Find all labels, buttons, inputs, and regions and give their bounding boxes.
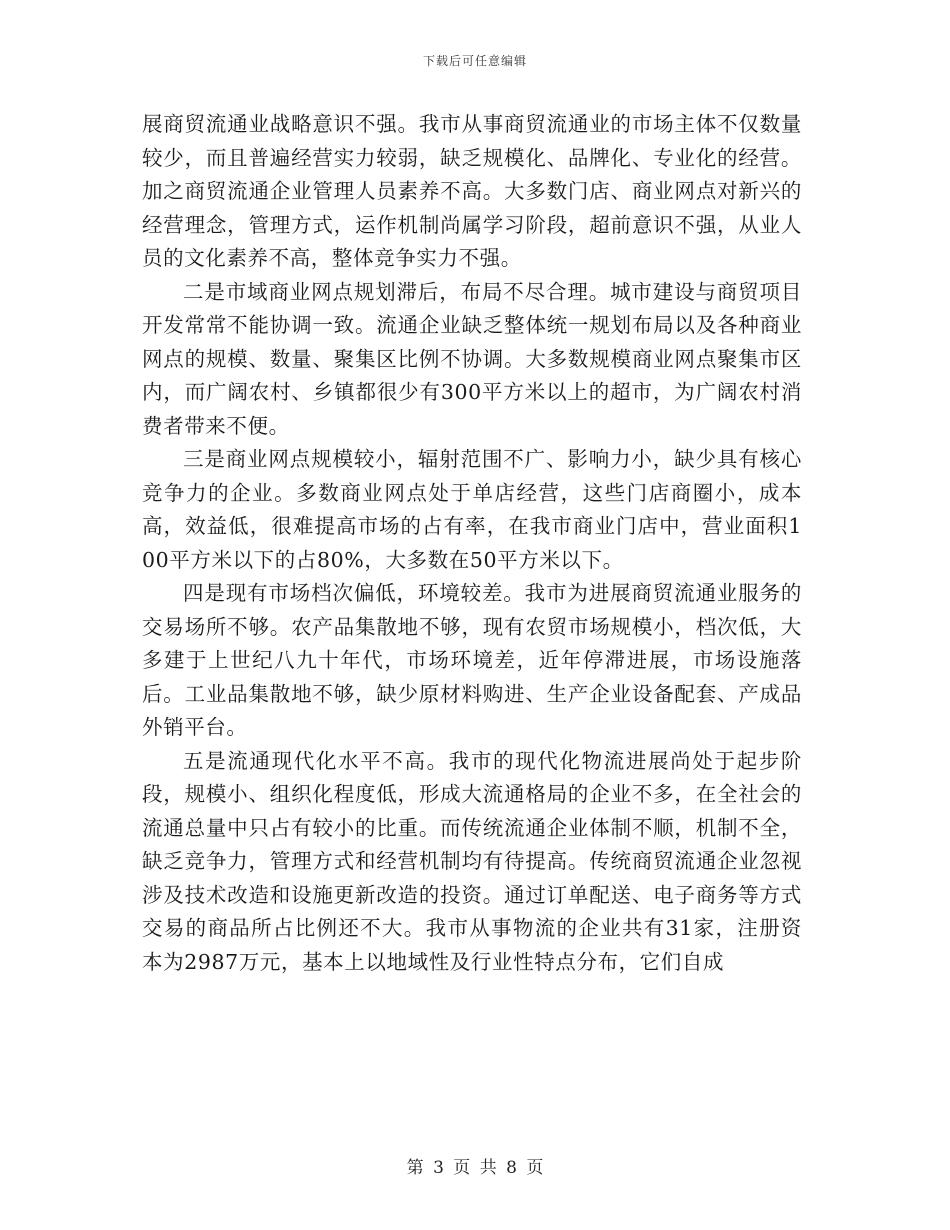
paragraph-1: 展商贸流通业战略意识不强。我市从事商贸流通业的市场主体不仅数量较少，而且普遍经营实力较弱，缺乏规模化、品牌化、专业化的经营。加之商贸流通企业管理人员素养不高。大多数门店、商业网点对新兴的经营理念，管理方式，运作机制尚属学习阶段，超前意识不强，从业人员的文化素养不高，整体竞争实力不强。 — [142, 112, 802, 270]
page-number-footer: 第 3 页 共 8 页 — [406, 1158, 544, 1178]
paragraph-4: 四是现有市场档次偏低，环境较差。我市为进展商贸流通业服务的交易场所不够。农产品集散地不够，现有农贸市场规模小，档次低，大多建于上世纪八九十年代，市场环境差，近年停滞进展，市场设施落后。工业品集散地不够，缺少原材料购进、生产企业设备配套、产成品外销平台。 — [142, 581, 802, 739]
paragraph-5: 五是流通现代化水平不高。我市的现代化物流进展尚处于起步阶段，规模小、组织化程度低，形成大流通格局的企业不多，在全社会的流通总量中只占有较小的比重。而传统流通企业体制不顺，机制不全，缺乏竞争力，管理方式和经营机制均有待提高。传统商贸流通企业忽视涉及技术改造和设施更新改造的投资。通过订单配送、电子商务等方式交易的商品所占比例还不大。我市从事物流的企业共有31家，注册资本为2987万元，基本上以地域性及行业性特点分布，它们自成 — [142, 748, 802, 974]
paragraph-2: 二是市域商业网点规划滞后，布局不尽合理。城市建设与商贸项目开发常常不能协调一致。流通企业缺乏整体统一规划布局以及各种商业网点的规模、数量、聚集区比例不协调。大多数规模商业网点聚集市区内，而广阔农村、乡镇都很少有300平方米以上的超市，为广阔农村消费者带来不便。 — [142, 279, 802, 438]
paragraph-3: 三是商业网点规模较小，辐射范围不广、影响力小，缺少具有核心竞争力的企业。多数商业网点处于单店经营，这些门店商圈小，成本高，效益低，很难提高市场的占有率，在我市商业门店中，营业面积100平方米以下的占80%，大多数在50平方米以下。 — [142, 447, 802, 572]
page-header: 下载后可任意编辑 — [422, 54, 527, 68]
document-body — [142, 108, 802, 979]
